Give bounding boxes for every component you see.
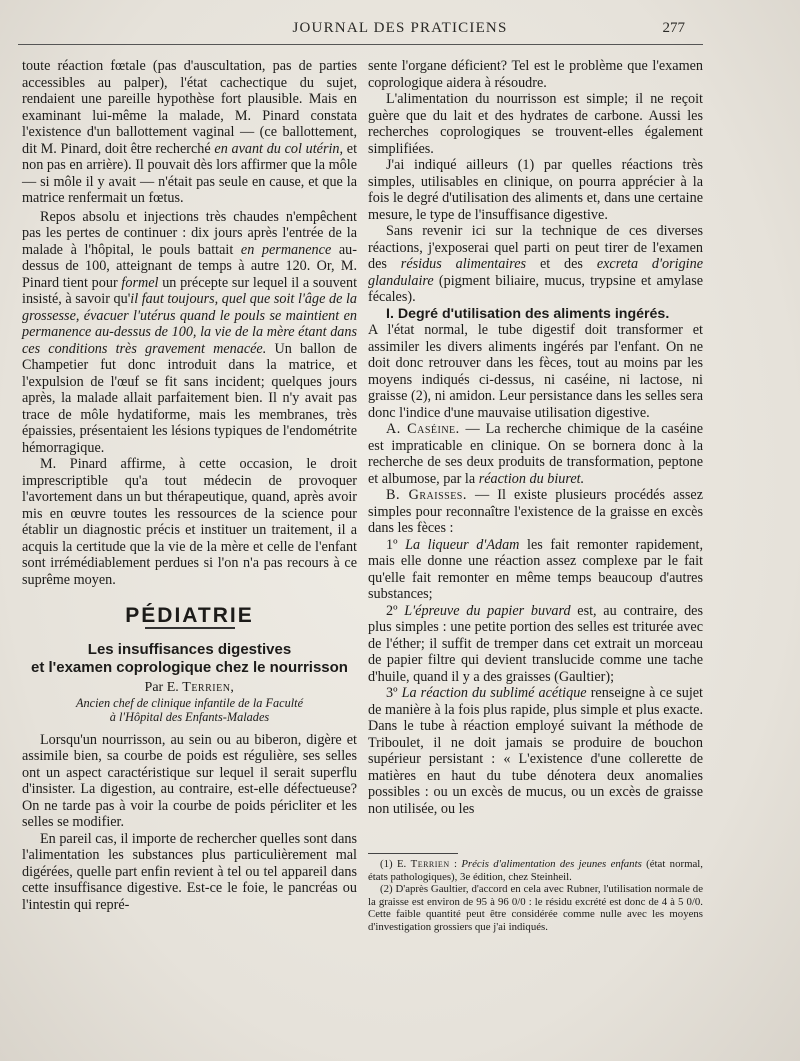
author-affiliation: Ancien chef de clinique infantile de la Faculté à l'Hôpital des Enfants-Malades xyxy=(75,695,304,724)
paragraph: M. Pinard affirme, à cette occasion, le droit imprescriptible qu'a tout médecin de provoquer l'avortement dans un but thérapeutique, quand, après avoir mis en œuvre toutes les ressources de la science pour établir un diagnostic précis et instituer un traitement, il a acquis la certitude que la vie de la mère et celle de l'enfant sont irrémédiablement perdues si l'on n'a pas recours à ce suprême moyen. xyxy=(22,456,357,588)
footnotes xyxy=(368,858,703,934)
right-column xyxy=(368,58,703,817)
paragraph: sente l'organe déficient? Tel est le problème que l'examen coprologique aidera à résoudre. xyxy=(368,58,703,91)
paragraph: A. Caséine. — La recherche chimique de la caséine est impraticable en clinique. On se bornera donc à la recherche de ses deux produits de transformation, peptone et albumose, par la réaction du biuret. xyxy=(368,421,704,487)
paragraph: Repos absolu et injections très chaudes n'empêchent pas les pertes de continuer : dix jours après l'entrée de la malade à l'hôpital, le pouls battait en permanence au-dessus de 100, atteignant de temps à autre 120. Or, M. Pinard tient pour formel un précepte sur lequel il a souvent insisté, à savoir qu'il faut toujours, quel que soit l'âge de la grossesse, évacuer l'utérus quand le pouls se maintient en permanence au-dessus de 100, la vie de la mère étant dans ces conditions très gravement menacée. Un ballon de Champetier fut donc introduit dans la matrice, et l'expulsion de l'œuf se fit sans incident; quelques jours après, la malade allait parfaitement bien. Il n'y avait pas trace de môle hydatiforme, mais les membranes, très épaissies, présentaient les lésions typiques de l'endométrite hémorragique. xyxy=(22,208,358,456)
page-number: 277 xyxy=(662,20,685,36)
header-rule xyxy=(18,44,703,45)
article-title: Les insuffisances digestives et l'examen coprologique chez le nourrisson xyxy=(31,640,348,676)
article-author: Par E. Terrien, xyxy=(144,679,235,695)
list-item: 1º La liqueur d'Adam les fait remonter rapidement, mais elle donne une réaction assez complexe par le fait qu'elle fait remonter en même temps beaucoup d'autres substances; xyxy=(368,536,703,602)
paragraph: Sans revenir ici sur la technique de ces diverses réactions, j'exposerai quel parti on peut tirer de l'examen des résidus alimentaires et des excreta d'origine glandulaire (pigment biliaire, mucus, trypsine et amylase fécales). xyxy=(368,223,704,305)
paragraph: A l'état normal, le tube digestif doit transformer et assimiler les divers aliments ingérés par l'enfant. On ne doit donc retrouver dans les fèces, tout au moins par les moyens indiqués ci-dessus, ni caséine, ni lactose, ni graisse (2), ni amidon. Leur persistance dans les selles sera donc l'indice d'une mauvaise utilisation digestive. xyxy=(368,322,703,421)
list-item: 2º L'épreuve du papier buvard est, au contraire, des plus simples : une petite portion des selles est triturée avec de l'éther; il suffit de tremper dans cet extrait un morceau de papier filtre qui devient translucide comme une tache d'huile, quand il y a des graisses (Gaultier); xyxy=(368,602,703,685)
footnote: (2) D'après Gaultier, d'accord en cela avec Rubner, l'utilisation normale de la graisse est environ de 95 à 96 0/0 : le résidu excrété est donc de 4 à 5 0/0. Cette faible quantité peut être considérée comme nulle avec les moyens d'investigation grossiers que j'ai indiqués. xyxy=(368,883,703,933)
paragraph: Lorsqu'un nourrisson, au sein ou au biberon, digère et assimile bien, sa courbe de poids est régulière, ses selles ont un aspect caractéristique sur lequel il serait superflu d'insister. La digestion, au contraire, est-elle défectueuse? On ne tarde pas à voir la courbe de poids péricliter et les selles se modifier. xyxy=(22,731,357,830)
section-heading: PÉDIATRIE xyxy=(125,604,254,627)
journal-title: JOURNAL DES PRATICIENS xyxy=(292,20,508,36)
paragraph: L'alimentation du nourrisson est simple; il ne reçoit guère que du lait et des hydrates de carbone. Aussi les recherches coprologiques se trouvent-elles également simplifiées. xyxy=(368,91,703,157)
left-column xyxy=(22,58,357,913)
page-header xyxy=(0,18,800,42)
paragraph: toute réaction fœtale (pas d'auscultation, pas de parties accessibles au palper), l'état cachectique du sujet, rendaient une pareille hypothèse fort plausible. Mais en examinant lui-même la malade, M. Pinard constata l'existence d'un ballottement vaginal — (ce ballottement, dit M. Pinard, doit être recherché en avant du col utérin, et non pas en arrière). Il pouvait dès lors affirmer que la môle — si môle il y avait — n'était pas seule en cause, et que la matrice renfermait un fœtus. xyxy=(22,58,358,206)
subsection-heading: I. Degré d'utilisation des aliments ingérés. xyxy=(386,305,670,322)
footnote: (1) E. Terrien : Précis d'alimentation des jeunes enfants (état normal, états pathologiques), 3e édition, chez Steinheil. xyxy=(368,858,703,883)
paragraph: J'ai indiqué ailleurs (1) par quelles réactions très simples, utilisables en clinique, on pourra apprécier à la fois le degré d'utilisation des aliments et, dans une certaine mesure, le type de l'insuffisance digestive. xyxy=(368,157,703,223)
footnote-rule xyxy=(368,853,458,854)
paragraph: En pareil cas, il importe de rechercher quelles sont dans l'alimentation les substances plus particulièrement mal digérées, quelle part enfin revient à tel ou tel appareil dans cette insuffisance digestive. Est-ce le foie, le pancréas ou l'intestin qui repré- xyxy=(22,830,357,913)
list-item: 3º La réaction du sublimé acétique renseigne à ce sujet de manière à la fois plus rapide, plus simple et plus exacte. Dans le tube à réaction employé suivant la méthode de Triboulet, il ne doit jamais se produire de bouchon supérieur persistant : « L'existence d'une collerette de matières en haut du tube dénotera deux anomalies possibles : ou un excès de mucus, ou un excès de graisse non utilisée, ou les xyxy=(368,685,703,817)
paragraph: B. Graisses. — Il existe plusieurs procédés assez simples pour reconnaître l'existence de la graisse en excès dans les fèces : xyxy=(368,487,704,536)
